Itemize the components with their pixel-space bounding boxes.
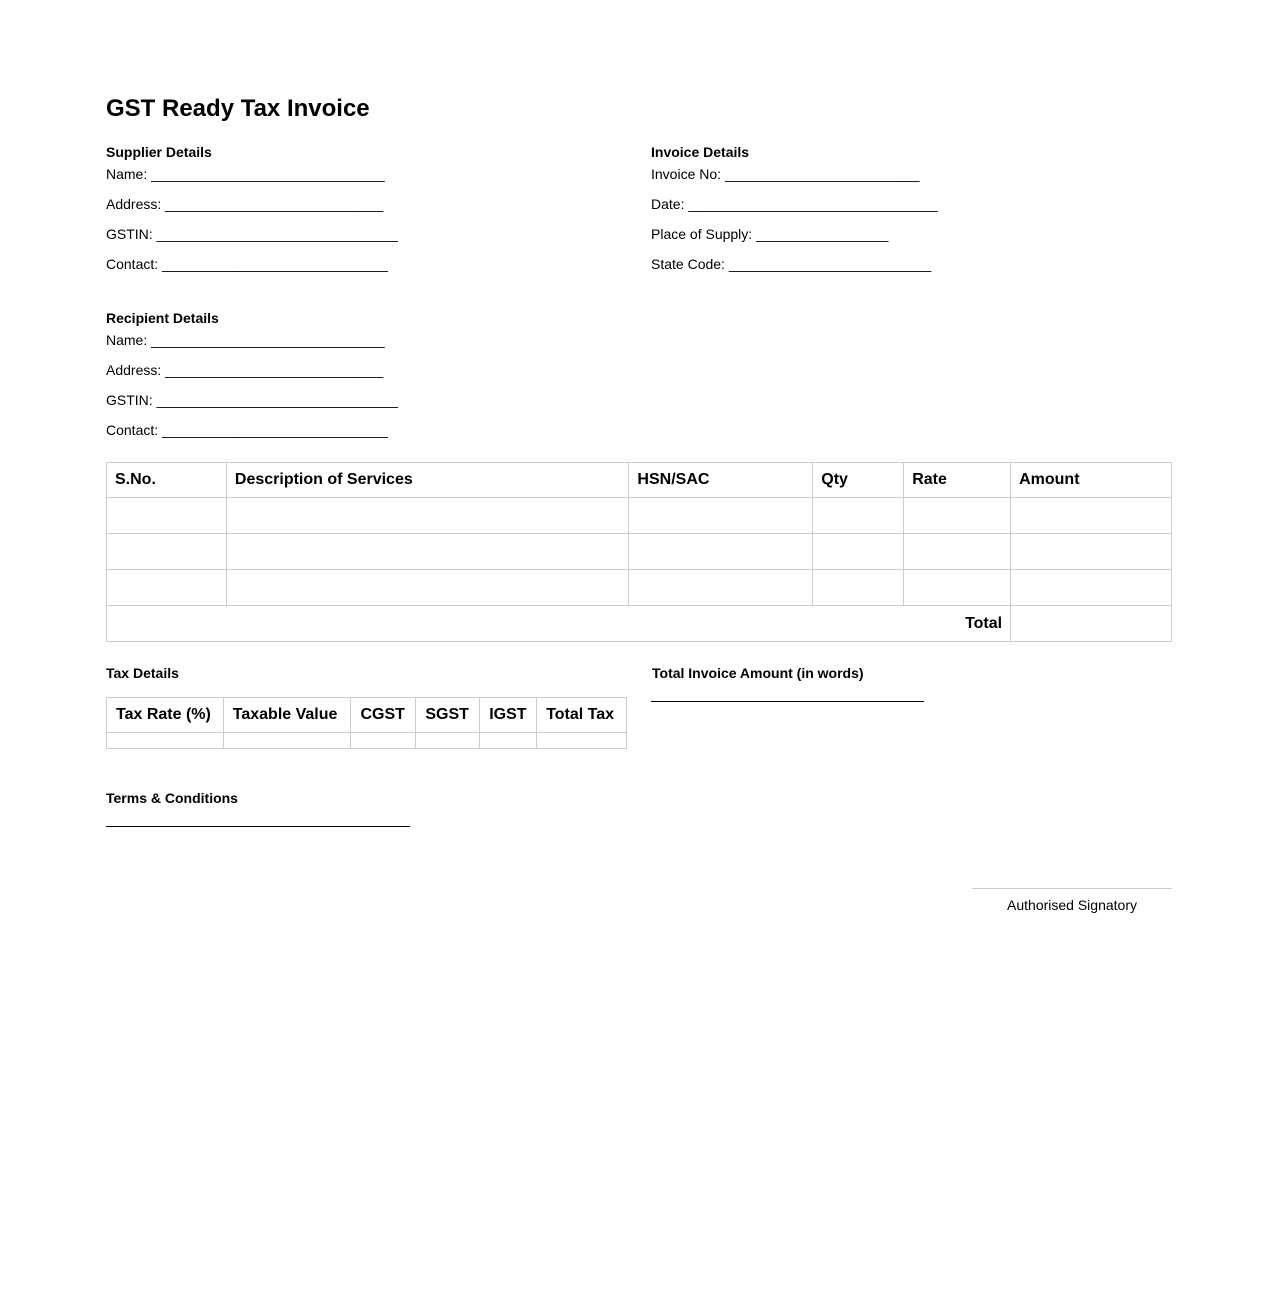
cell-rate[interactable]: [904, 570, 1011, 606]
recipient-contact-blank[interactable]: _____________________________: [162, 422, 388, 438]
cell-qty[interactable]: [813, 498, 904, 534]
supplier-address-blank[interactable]: ____________________________: [165, 196, 384, 212]
invoice-date-blank[interactable]: ________________________________: [688, 196, 938, 212]
recipient-name-blank[interactable]: ______________________________: [151, 332, 385, 348]
cell-amount[interactable]: [1011, 498, 1172, 534]
col-taxable-value: Taxable Value: [223, 698, 351, 733]
supplier-name-label: Name:: [106, 166, 148, 182]
cell-qty[interactable]: [813, 570, 904, 606]
cell-sgst[interactable]: [416, 733, 480, 749]
col-rate: Rate: [904, 463, 1011, 498]
supplier-gstin-field[interactable]: [106, 226, 398, 242]
terms-line[interactable]: [106, 812, 410, 827]
services-table: [106, 462, 1172, 642]
col-hsn-sac: HSN/SAC: [629, 463, 813, 498]
tax-details-heading: Tax Details: [106, 665, 179, 681]
table-row: [107, 534, 1172, 570]
cell-sno[interactable]: [107, 534, 227, 570]
cell-hsn-sac[interactable]: [629, 498, 813, 534]
supplier-contact-field[interactable]: [106, 256, 388, 272]
invoice-details-heading: Invoice Details: [651, 144, 750, 160]
cell-hsn-sac[interactable]: [629, 534, 813, 570]
col-qty: Qty: [813, 463, 904, 498]
place-of-supply-label: Place of Supply:: [651, 226, 753, 242]
recipient-details-heading: Recipient Details: [106, 310, 219, 326]
cell-rate[interactable]: [904, 498, 1011, 534]
cell-total-tax[interactable]: [537, 733, 627, 749]
cell-cgst[interactable]: [351, 733, 416, 749]
cell-amount[interactable]: [1011, 570, 1172, 606]
invoice-date-label: Date:: [651, 196, 685, 212]
services-table-header: [107, 463, 1172, 498]
page-title: GST Ready Tax Invoice: [106, 95, 370, 122]
state-code-field[interactable]: [651, 256, 931, 272]
recipient-address-field[interactable]: [106, 362, 383, 378]
recipient-address-label: Address:: [106, 362, 162, 378]
total-amount-cell[interactable]: [1011, 606, 1172, 642]
col-tax-rate: Tax Rate (%): [107, 698, 224, 733]
recipient-gstin-field[interactable]: [106, 392, 398, 408]
col-igst: IGST: [480, 698, 537, 733]
table-row: [107, 498, 1172, 534]
invoice-date-field[interactable]: [651, 196, 938, 212]
total-row: [107, 606, 1172, 642]
invoice-number-label: Invoice No:: [651, 166, 722, 182]
amount-in-words-line[interactable]: [651, 687, 924, 702]
cell-amount[interactable]: [1011, 534, 1172, 570]
supplier-contact-label: Contact:: [106, 256, 159, 272]
invoice-number-blank[interactable]: _________________________: [724, 166, 920, 182]
authorised-signatory-label: Authorised Signatory: [1007, 897, 1137, 913]
cell-igst[interactable]: [480, 733, 537, 749]
recipient-name-field[interactable]: [106, 332, 385, 348]
supplier-address-field[interactable]: [106, 196, 383, 212]
supplier-contact-blank[interactable]: _____________________________: [162, 256, 388, 272]
supplier-address-label: Address:: [106, 196, 162, 212]
cell-sno[interactable]: [107, 570, 227, 606]
recipient-contact-label: Contact:: [106, 422, 159, 438]
cell-description[interactable]: [226, 534, 629, 570]
recipient-address-blank[interactable]: ____________________________: [165, 362, 384, 378]
supplier-gstin-blank[interactable]: _______________________________: [156, 226, 398, 242]
table-row: [107, 733, 627, 749]
recipient-gstin-blank[interactable]: _______________________________: [156, 392, 398, 408]
table-row: [107, 570, 1172, 606]
terms-heading: Terms & Conditions: [106, 790, 238, 806]
invoice-number-field[interactable]: [651, 166, 920, 182]
col-description: Description of Services: [226, 463, 629, 498]
col-sgst: SGST: [416, 698, 480, 733]
cell-qty[interactable]: [813, 534, 904, 570]
cell-tax-rate[interactable]: [107, 733, 224, 749]
supplier-details-heading: Supplier Details: [106, 144, 212, 160]
col-total-tax: Total Tax: [537, 698, 627, 733]
col-sno: S.No.: [107, 463, 227, 498]
supplier-name-blank[interactable]: ______________________________: [151, 166, 385, 182]
recipient-contact-field[interactable]: [106, 422, 388, 438]
cell-description[interactable]: [226, 570, 629, 606]
recipient-name-label: Name:: [106, 332, 148, 348]
place-of-supply-field[interactable]: [651, 226, 888, 242]
tax-details-table: [106, 697, 627, 749]
col-amount: Amount: [1011, 463, 1172, 498]
state-code-blank[interactable]: __________________________: [728, 256, 932, 272]
state-code-label: State Code:: [651, 256, 725, 272]
signature-line: [972, 888, 1172, 889]
recipient-gstin-label: GSTIN:: [106, 392, 153, 408]
col-cgst: CGST: [351, 698, 416, 733]
supplier-name-field[interactable]: [106, 166, 385, 182]
cell-taxable-value[interactable]: [223, 733, 351, 749]
cell-description[interactable]: [226, 498, 629, 534]
supplier-gstin-label: GSTIN:: [106, 226, 153, 242]
place-of-supply-blank[interactable]: _________________: [756, 226, 889, 242]
amount-in-words-heading: Total Invoice Amount (in words): [652, 665, 864, 681]
cell-sno[interactable]: [107, 498, 227, 534]
cell-rate[interactable]: [904, 534, 1011, 570]
cell-hsn-sac[interactable]: [629, 570, 813, 606]
total-label: Total: [107, 606, 1011, 642]
tax-table-header: [107, 698, 627, 733]
